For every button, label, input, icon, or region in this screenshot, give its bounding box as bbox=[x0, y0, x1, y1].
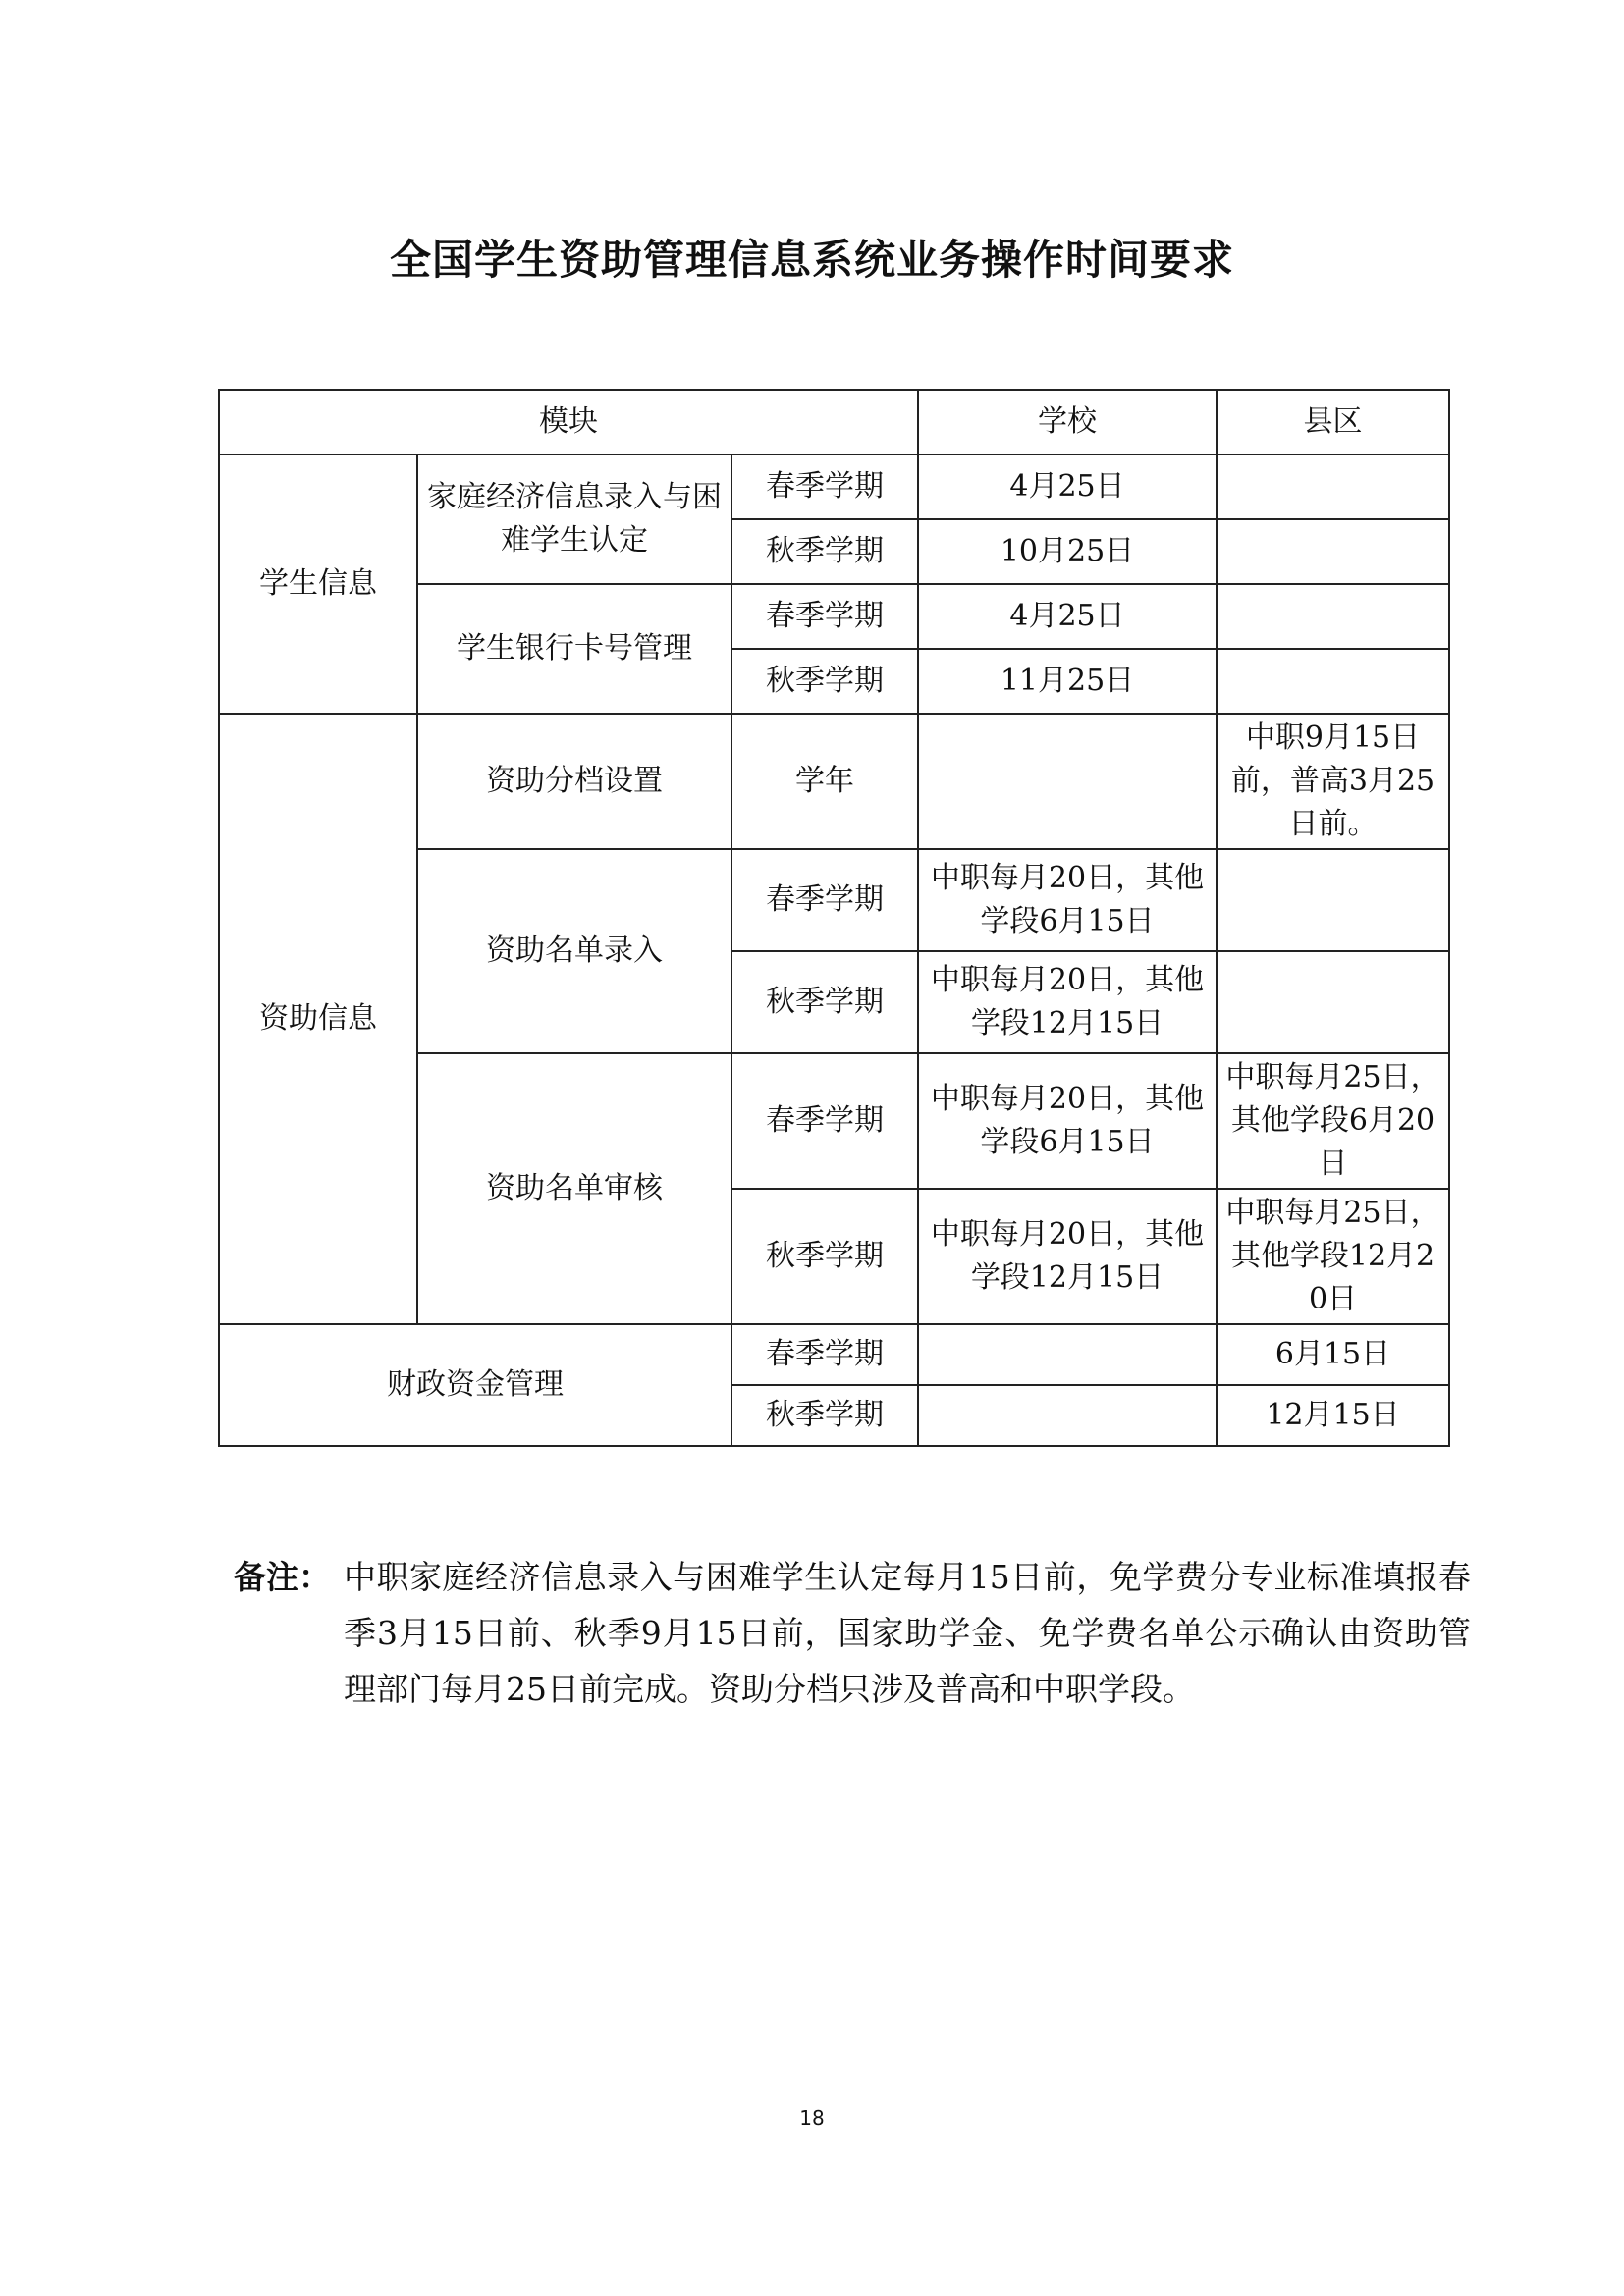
county-deadline bbox=[1217, 584, 1449, 649]
county-deadline bbox=[1217, 519, 1449, 584]
school-deadline: 中职每月20日，其他学段12月15日 bbox=[918, 1189, 1217, 1324]
term-autumn: 秋季学期 bbox=[731, 951, 918, 1053]
county-deadline bbox=[1217, 951, 1449, 1053]
county-deadline: 中职每月25日，其他学段12月20日 bbox=[1217, 1189, 1449, 1324]
item-list-review: 资助名单审核 bbox=[417, 1053, 731, 1324]
header-county: 县区 bbox=[1217, 390, 1449, 454]
remark-text: 中职家庭经济信息录入与困难学生认定每月15日前，免学费分专业标准填报春季3月15日前、秋季9月15日前，国家助学金、免学费名单公示确认由资助管理部门每月25日前完成。资助分档只涉及普高和中职学段。 bbox=[344, 1558, 1471, 1708]
county-deadline bbox=[1217, 649, 1449, 714]
term-autumn: 秋季学期 bbox=[731, 1385, 918, 1446]
term-autumn: 秋季学期 bbox=[731, 649, 918, 714]
school-deadline: 中职每月20日，其他学段12月15日 bbox=[918, 951, 1217, 1053]
page-title: 全国学生资助管理信息系统业务操作时间要求 bbox=[389, 236, 1234, 284]
header-module: 模块 bbox=[219, 390, 918, 454]
school-deadline: 4月25日 bbox=[918, 454, 1217, 519]
county-deadline bbox=[1217, 849, 1449, 951]
term-autumn: 秋季学期 bbox=[731, 519, 918, 584]
county-deadline: 中职9月15日前，普高3月25日前。 bbox=[1217, 714, 1449, 849]
term-spring: 春季学期 bbox=[731, 454, 918, 519]
page-number: 18 bbox=[799, 2107, 825, 2130]
group-student-info: 学生信息 bbox=[219, 454, 417, 714]
school-deadline bbox=[918, 1385, 1217, 1446]
school-deadline: 中职每月20日，其他学段6月15日 bbox=[918, 849, 1217, 951]
county-deadline: 中职每月25日，其他学段6月20日 bbox=[1217, 1053, 1449, 1189]
school-deadline bbox=[918, 1324, 1217, 1385]
item-aid-level: 资助分档设置 bbox=[417, 714, 731, 849]
time-requirements-table bbox=[218, 389, 1450, 1447]
term-spring: 春季学期 bbox=[731, 849, 918, 951]
item-bank-card: 学生银行卡号管理 bbox=[417, 584, 731, 714]
county-deadline: 12月15日 bbox=[1217, 1385, 1449, 1446]
school-deadline bbox=[918, 714, 1217, 849]
remark-label: 备注： bbox=[234, 1558, 331, 1596]
remark-note bbox=[234, 1549, 1471, 1717]
school-deadline: 4月25日 bbox=[918, 584, 1217, 649]
term-spring: 春季学期 bbox=[731, 584, 918, 649]
school-deadline: 11月25日 bbox=[918, 649, 1217, 714]
term-spring: 春季学期 bbox=[731, 1053, 918, 1189]
county-deadline: 6月15日 bbox=[1217, 1324, 1449, 1385]
term-spring: 春季学期 bbox=[731, 1324, 918, 1385]
item-family-economic: 家庭经济信息录入与困难学生认定 bbox=[417, 454, 731, 584]
school-deadline: 10月25日 bbox=[918, 519, 1217, 584]
term-year: 学年 bbox=[731, 714, 918, 849]
county-deadline bbox=[1217, 454, 1449, 519]
school-deadline: 中职每月20日，其他学段6月15日 bbox=[918, 1053, 1217, 1189]
term-autumn: 秋季学期 bbox=[731, 1189, 918, 1324]
header-school: 学校 bbox=[918, 390, 1217, 454]
group-finance: 财政资金管理 bbox=[219, 1324, 731, 1446]
group-aid-info: 资助信息 bbox=[219, 714, 417, 1324]
item-list-entry: 资助名单录入 bbox=[417, 849, 731, 1053]
